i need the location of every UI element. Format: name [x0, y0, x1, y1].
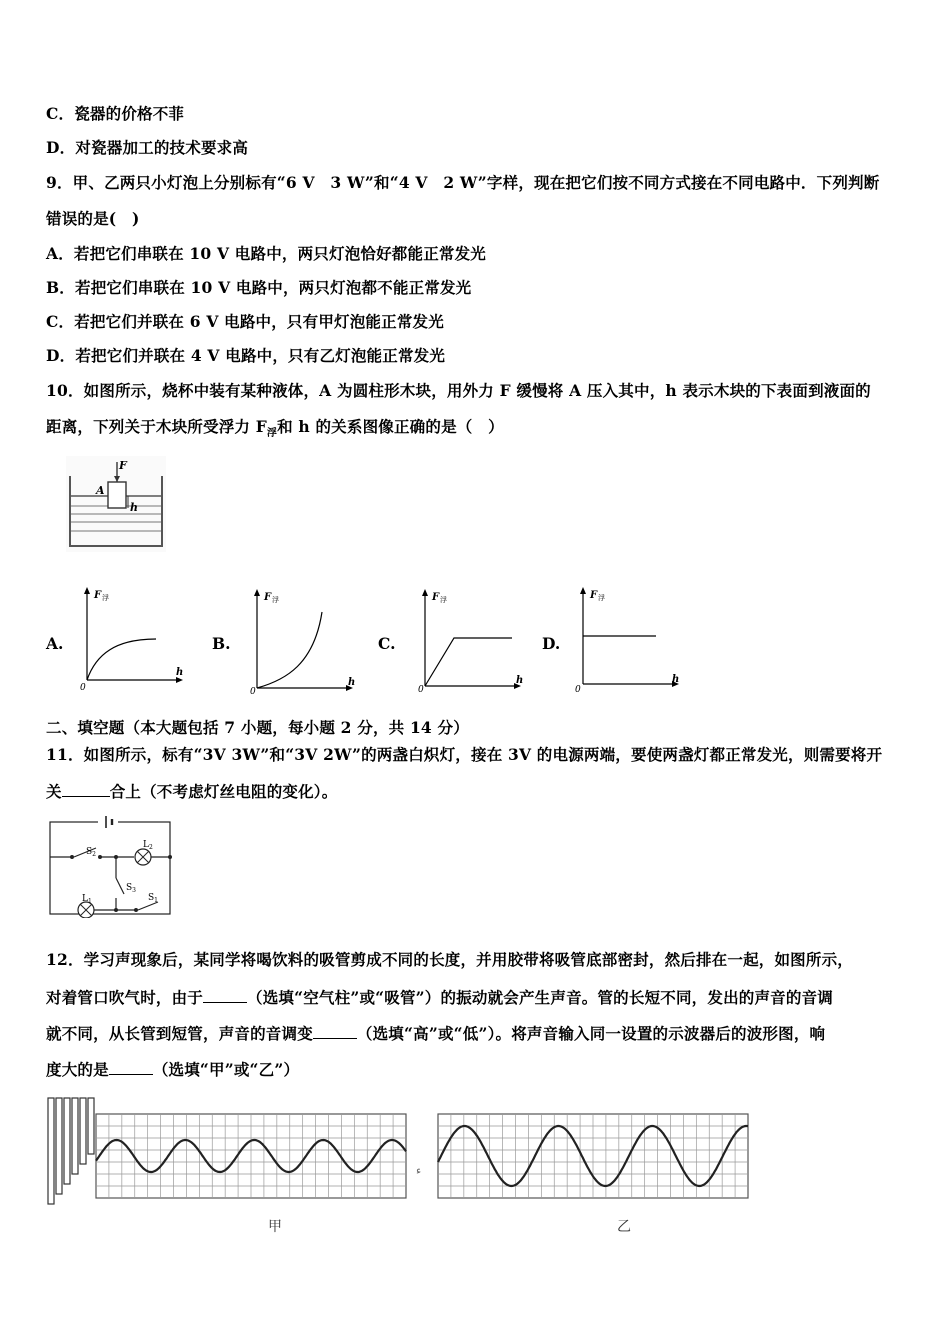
- q10-graph-b: [246, 584, 362, 694]
- q10-stem-sub: 浮: [266, 428, 278, 440]
- section2-title: 二、填空题（本大题包括 7 小题，每小题 2 分，共 14 分）: [46, 718, 469, 737]
- q8-option-c: C．瓷器的价格不菲: [46, 104, 185, 123]
- q11-stem-part-a: 关: [46, 782, 62, 801]
- graph-a-ylabel: F: [94, 590, 102, 601]
- q11-stem-line1: 11．如图所示，标有“3V 3W”和“3V 2W”的两盏白炽灯，接在 3V 的电源两端，要使两盏灯都正常发光，则需要将开: [46, 745, 883, 764]
- circuit-figure: [46, 814, 176, 918]
- graph-b-origin: 0: [250, 687, 256, 694]
- graph-c-xlabel: h: [516, 675, 524, 686]
- q10-stem-line1: 10．如图所示，烧杯中装有某种液体，A 为圆柱形木块，用外力 F 缓慢将 A 压入其中，h 表示木块的下表面到液面的: [46, 381, 871, 400]
- q10-option-d-letter: D.: [542, 634, 561, 653]
- q12-line2-part-a: 对着管口吹气时，由于: [46, 988, 204, 1007]
- q12-line3-part-a: 就不同，从长管到短管，声音的音调变: [46, 1024, 313, 1043]
- graph-b-xlabel: h: [348, 677, 356, 688]
- q9-stem-line1: 9．甲、乙两只小灯泡上分别标有“6 V 3 W”和“4 V 2 W”字样，现在把它们按不同方式接在不同电路中．下列判断: [46, 173, 880, 192]
- q8-option-d: D．对瓷器加工的技术要求高: [46, 138, 249, 157]
- graph-d-origin: 0: [575, 685, 581, 694]
- q12-blank-1[interactable]: [203, 1002, 247, 1003]
- q12-line4: [46, 1058, 299, 1080]
- graph-d-xlabel: h: [672, 674, 680, 685]
- q12-line2: [46, 986, 833, 1008]
- q11-answer-blank[interactable]: [62, 796, 110, 797]
- q12-line4-part-b: （选填“甲”或“乙”）: [152, 1060, 300, 1079]
- waveform-jia: [94, 1112, 408, 1200]
- graph-c-origin: 0: [418, 685, 424, 694]
- graph-a-ysub: 浮: [102, 594, 109, 602]
- q9-stem-line2: 错误的是( ): [46, 209, 140, 228]
- q12-blank-2[interactable]: [313, 1038, 357, 1039]
- graph-a-xlabel: h: [176, 667, 184, 678]
- q12-line2-part-b: （选填“空气柱”或“吸管”）的振动就会产生声音。管的长短不同，发出的声音的音调: [247, 988, 833, 1007]
- block-a: [108, 482, 126, 508]
- q12-line3-part-b: （选填“高”或“低”）。将声音输入同一设置的示波器后的波形图，响: [356, 1024, 826, 1043]
- block-label: A: [96, 484, 105, 497]
- graph-c-ysub: 浮: [440, 596, 447, 604]
- s3-label: $S_3$: [126, 883, 136, 894]
- q11-stem-part-b: 合上（不考虑灯丝电阻的变化）。: [109, 782, 338, 801]
- graph-a-curve: [87, 639, 156, 680]
- q10-option-a-letter: A.: [46, 634, 64, 653]
- q12-line3: [46, 1022, 825, 1044]
- s2-label: $S_2$: [86, 847, 96, 858]
- q12-line1: 12．学习声现象后，某同学将喝饮料的吸管剪成不同的长度，并用胶带将吸管底部密封，然后排在一起，如图所示，: [46, 950, 853, 969]
- waveform-yi: [436, 1112, 750, 1200]
- s1-label: $S_1$: [148, 893, 158, 904]
- q9-option-d: D．若把它们并联在 4 V 电路中，只有乙灯泡能正常发光: [46, 346, 446, 365]
- q10-graph-d: [572, 584, 688, 694]
- depth-label: h: [130, 501, 138, 514]
- q10-option-b-letter: B.: [212, 634, 231, 653]
- label-jia: 甲: [268, 1219, 282, 1235]
- switch-s3[interactable]: [116, 878, 124, 894]
- q10-graph-c: [414, 584, 530, 694]
- q10-option-c-letter: C.: [378, 634, 396, 653]
- q12-line4-part-a: 度大的是: [46, 1060, 109, 1079]
- graph-d-ysub: 浮: [598, 594, 605, 602]
- q10-stem-line2: [46, 415, 504, 439]
- q9-option-a: A．若把它们串联在 10 V 电路中，两只灯泡恰好都能正常发光: [46, 244, 487, 263]
- q9-option-b: B．若把它们串联在 10 V 电路中，两只灯泡都不能正常发光: [46, 278, 472, 297]
- label-yi: 乙: [617, 1219, 631, 1235]
- tape-mark-icon: ء: [416, 1164, 422, 1177]
- graph-c-curve: [425, 638, 512, 686]
- q9-option-c: C．若把它们并联在 6 V 电路中，只有甲灯泡能正常发光: [46, 312, 444, 331]
- q10-graph-a: [76, 584, 192, 694]
- l1-label: $L_1$: [82, 894, 92, 905]
- q10-stem-part-a: 距离，下列关于木块所受浮力 F: [46, 417, 267, 436]
- graph-c-ylabel: F: [432, 592, 440, 603]
- graph-b-ylabel: F: [264, 592, 272, 603]
- beaker-figure: [66, 456, 166, 552]
- q10-stem-part-b: 和 h 的关系图像正确的是（ ）: [277, 417, 504, 436]
- q11-stem-line2: [46, 780, 337, 802]
- q12-blank-3[interactable]: [109, 1074, 153, 1075]
- force-label: F: [119, 459, 127, 472]
- l2-label: $L_2$: [143, 840, 153, 851]
- graph-b-ysub: 浮: [272, 596, 279, 604]
- graph-a-origin: 0: [80, 683, 86, 693]
- straws-figure: [46, 1096, 98, 1208]
- graph-b-curve: [257, 612, 322, 688]
- graph-d-ylabel: F: [590, 590, 598, 601]
